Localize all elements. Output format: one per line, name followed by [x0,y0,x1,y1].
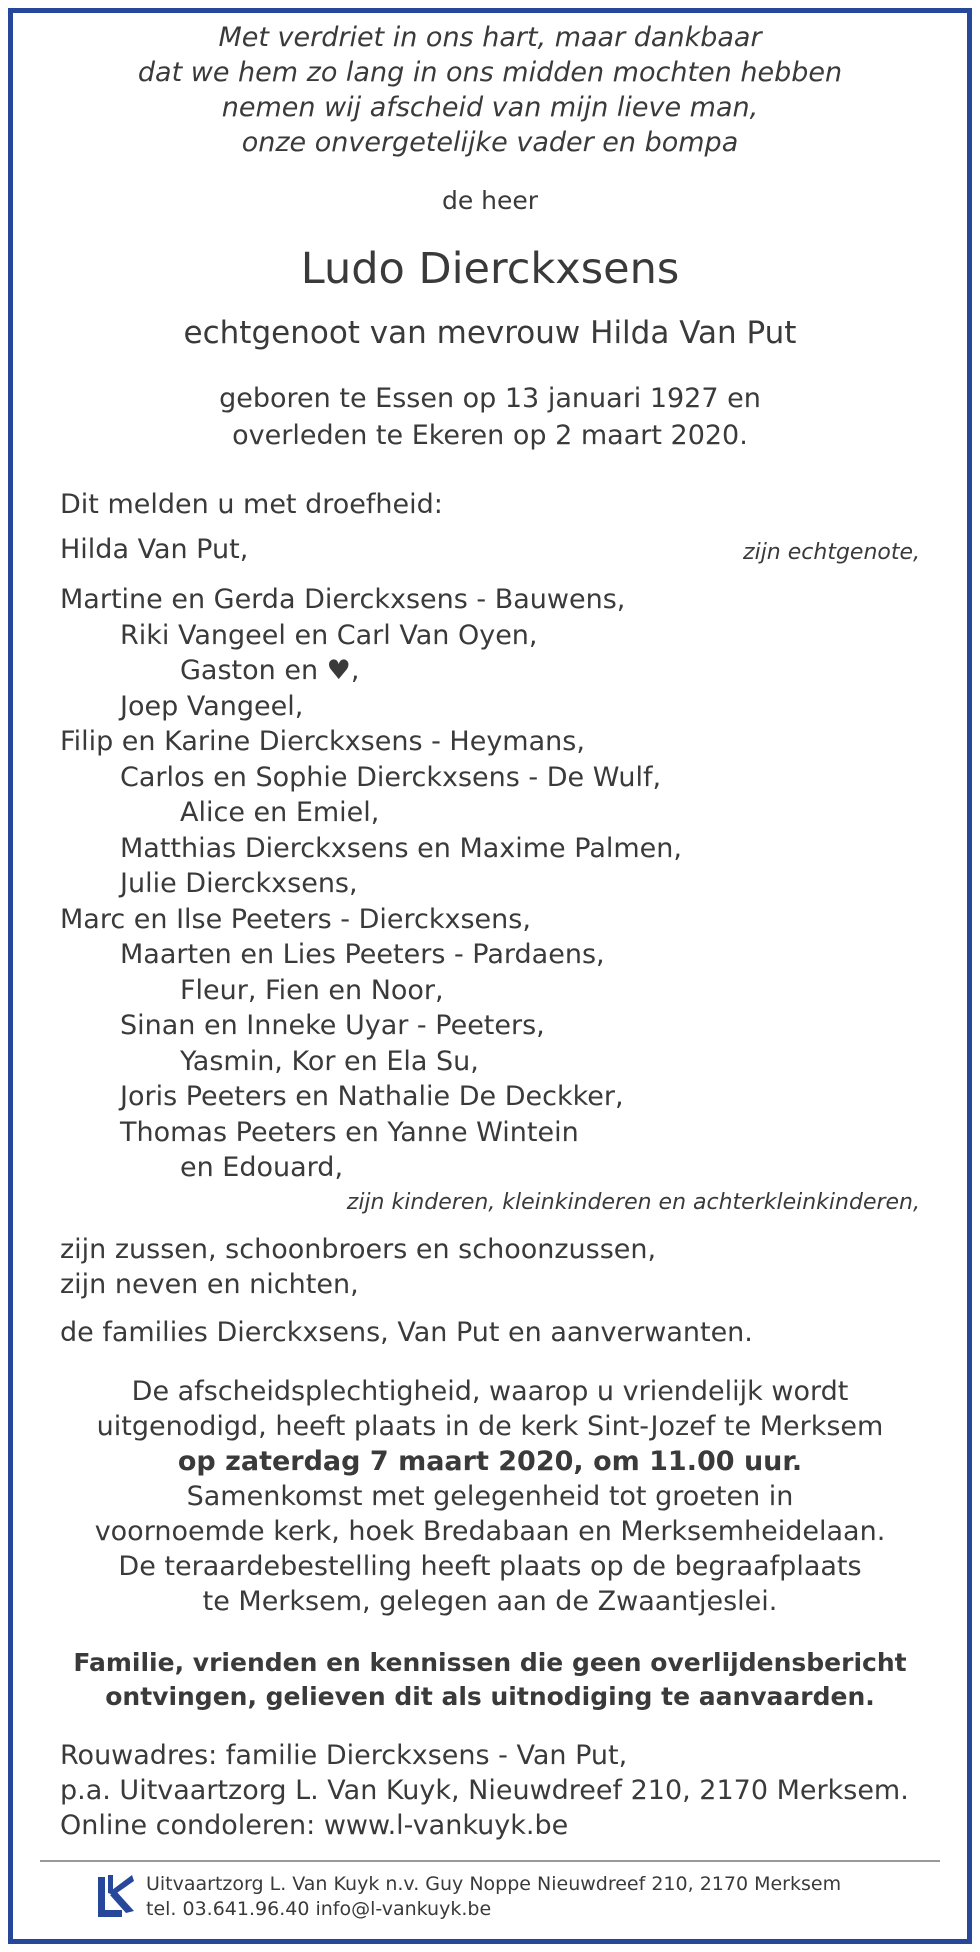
ceremony-line: De teraardebestelling heeft plaats op de begraafplaats [118,1551,862,1582]
undertaker-logo-icon [96,1873,136,1919]
address-line: Rouwadres: familie Dierckxsens - Van Put, [60,1740,628,1771]
intro-line: Met verdriet in ons hart, maar dankbaar [218,22,762,53]
ceremony-line: te Merksem, gelegen aan de Zwaantjeslei. [202,1586,778,1617]
announce-line: Dit melden u met droefheid: [60,489,443,520]
family-member: Filip en Karine Dierckxsens - Heymans, [60,726,585,757]
family-member: Joep Vangeel, [120,690,304,722]
family-member: Sinan en Inneke Uyar - Peeters, [120,1010,545,1041]
family-member: Gaston en ♥, [180,655,360,686]
birth-death-info [0,380,980,454]
ceremony-line: voornoemde kerk, hoek Bredabaan en Merksemheidelaan. [94,1516,886,1547]
family-member: Yasmin, Kor en Ela Su, [180,1045,479,1077]
spouse-line: echtgenoot van mevrouw Hilda Van Put [183,315,797,351]
footer-line: Uitvaartzorg L. Van Kuyk n.v. Guy Noppe Nieuwdreef 210, 2170 Merksem [146,1873,842,1895]
died-line: overleden te Ekeren op 2 maart 2020. [232,420,748,451]
siblings-line: zijn zussen, schoonbroers en schoonzussen, [60,1234,657,1265]
address-line: p.a. Uitvaartzorg L. Van Kuyk, Nieuwdreef 210, 2170 Merksem. [60,1775,909,1806]
undertaker-footer [146,1872,841,1922]
family-member: Maarten en Lies Peeters - Pardaens, [120,939,605,970]
condolence-link[interactable]: Online condoleren: www.l-vankuyk.be [60,1810,569,1841]
family-member: Matthias Dierckxsens en Maxime Palmen, [120,832,682,864]
family-member: Riki Vangeel en Carl Van Oyen, [120,619,538,651]
ceremony-info [0,1374,980,1619]
mourning-address [60,1738,909,1843]
family-member: Joris Peeters en Nathalie De Deckker, [120,1081,624,1112]
family-member: en Edouard, [180,1152,344,1183]
footer-divider [40,1860,940,1862]
families-line: de families Dierckxsens, Van Put en aanverwanten. [60,1317,753,1348]
intro-line: onze onvergetelijke vader en bompa [241,127,739,158]
deceased-name: Ludo Dierckxsens [300,244,680,294]
family-member: Martine en Gerda Dierckxsens - Bauwens, [60,584,626,615]
family-member: Thomas Peeters en Yanne Wintein [120,1116,579,1148]
family-member: Marc en Ilse Peeters - Dierckxsens, [60,903,531,935]
footer-contact: tel. 03.641.96.40 info@l-vankuyk.be [146,1898,492,1920]
ceremony-line: De afscheidsplechtigheid, waarop u vriendelijk wordt [131,1376,849,1407]
closing-line: Familie, vrienden en kennissen die geen overlijdensbericht [73,1648,907,1677]
family-member: Alice en Emiel, [180,797,380,828]
intro-line: dat we hem zo lang in ons midden mochten hebben [137,57,843,88]
intro-text [0,20,980,160]
spouse-relation: zijn echtgenote, [743,540,920,565]
family-member: Fleur, Fien en Noor, [180,974,444,1006]
cousins-line: zijn neven en nichten, [60,1269,359,1300]
family-relation: zijn kinderen, kleinkinderen en achterkleinkinderen, [346,1190,920,1215]
ceremony-line: Samenkomst met gelegenheid tot groeten in [186,1481,794,1512]
closing-line: ontvingen, gelieven dit als uitnodiging te aanvaarden. [105,1682,875,1711]
born-line: geboren te Essen op 13 januari 1927 en [219,383,761,414]
family-member: Julie Dierckxsens, [120,868,358,899]
closing-note [0,1646,980,1714]
ceremony-date: op zaterdag 7 maart 2020, om 11.00 uur. [177,1446,803,1477]
intro-line: nemen wij afscheid van mijn lieve man, [221,92,759,123]
title-prefix: de heer [441,186,539,215]
family-member: Carlos en Sophie Dierckxsens - De Wulf, [120,761,662,793]
spouse-name: Hilda Van Put, [60,534,249,565]
ceremony-line: uitgenodigd, heeft plaats in de kerk Sint-Jozef te Merksem [96,1411,884,1442]
